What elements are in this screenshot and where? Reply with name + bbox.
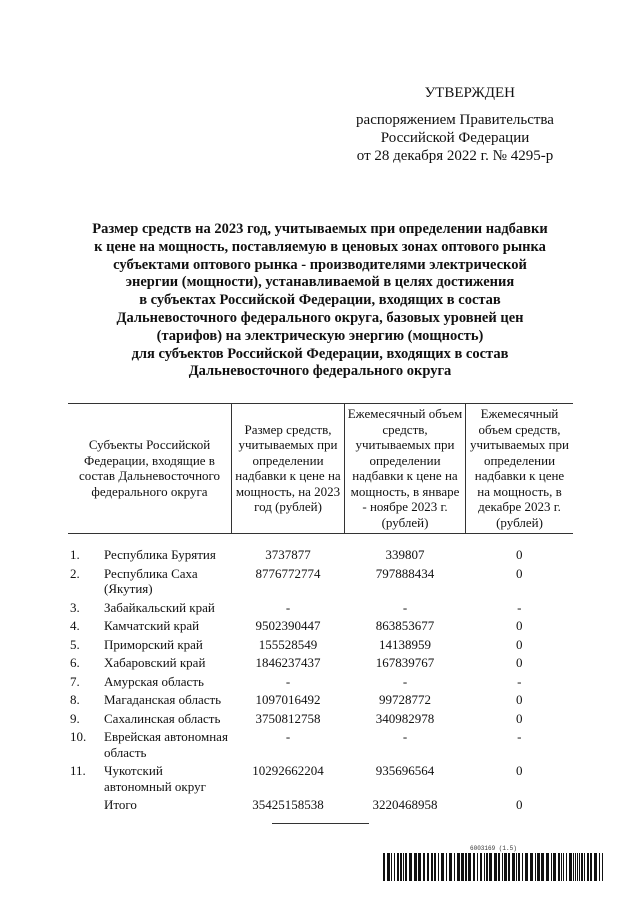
row-december: 0 xyxy=(516,710,523,726)
row-december: 0 xyxy=(516,692,523,707)
row-number: 7. xyxy=(70,673,80,689)
row-subject: Сахалинская область xyxy=(104,710,221,726)
row-subject: Приморский край xyxy=(104,636,203,652)
row-total: 3737877 xyxy=(265,547,311,562)
table-header-row xyxy=(68,404,573,534)
row-monthly: 99728772 xyxy=(379,692,431,707)
row-monthly: 863853677 xyxy=(375,618,435,633)
row-subject: Республика Бурятия xyxy=(104,547,216,562)
row-number: 8. xyxy=(70,692,80,707)
header-annual-amount: Размер средств, учитываемых при определении надбавки к цене на мощность, на 2023 год (рублей) xyxy=(232,404,345,534)
row-monthly: - xyxy=(402,599,408,615)
table-row xyxy=(68,565,573,599)
row-monthly: 340982978 xyxy=(375,710,435,726)
row-monthly: 339807 xyxy=(385,547,425,562)
row-december: - xyxy=(517,729,522,744)
row-subject: Забайкальский край xyxy=(104,599,215,615)
table-row xyxy=(68,654,573,673)
row-total: 1846237437 xyxy=(255,655,321,670)
funding-table xyxy=(68,403,573,815)
row-number: 4. xyxy=(70,618,80,633)
row-subject: Магаданская область xyxy=(104,692,222,707)
title-line: энергии (мощности), устанавливаемой в целях достижения xyxy=(125,274,515,291)
title-line: к цене на мощность, поставляемую в ценовых зонах оптового рынка xyxy=(94,238,546,255)
row-december: 0 xyxy=(516,636,523,652)
title-line: субъектами оптового рынка - производителями электрической xyxy=(113,256,527,273)
row-subject: Амурская область xyxy=(104,673,204,689)
row-december: 0 xyxy=(516,763,523,778)
title-line: Дальневосточного федерального округа, базовых уровней цен xyxy=(116,309,524,326)
row-total: - xyxy=(285,729,291,744)
row-subject: Хабаровский край xyxy=(104,655,206,670)
approval-block xyxy=(320,84,560,165)
row-subject: Камчатский край xyxy=(104,618,200,633)
row-december: - xyxy=(517,599,522,615)
table-row xyxy=(68,673,573,692)
barcode-icon xyxy=(383,853,605,881)
row-monthly: 167839767 xyxy=(375,655,435,670)
row-total: 10292662204 xyxy=(252,763,324,778)
row-monthly: 797888434 xyxy=(375,565,435,581)
row-subject: Чукотский автономный округ xyxy=(104,763,206,794)
row-number: 2. xyxy=(70,565,80,581)
total-label: Итого xyxy=(104,797,137,812)
table-row xyxy=(68,728,573,762)
row-total: 3750812758 xyxy=(255,710,321,726)
row-number: 6. xyxy=(70,655,80,670)
table-row xyxy=(68,691,573,710)
row-december: 0 xyxy=(516,655,523,670)
approval-heading: УТВЕРЖДЕН xyxy=(424,85,515,101)
row-number: 9. xyxy=(70,710,80,726)
row-total: 155528549 xyxy=(258,636,318,652)
end-divider xyxy=(272,823,369,824)
approval-line-2: Российской Федерации xyxy=(380,130,530,146)
table-row xyxy=(68,710,573,729)
row-number: 3. xyxy=(70,599,80,615)
title-line: Размер средств на 2023 год, учитываемых при определении надбавки xyxy=(92,221,548,237)
title-line: в субъектах Российской Федерации, входящих в состав xyxy=(139,292,501,309)
row-total: - xyxy=(285,673,291,689)
row-number: 5. xyxy=(70,636,80,652)
table-row xyxy=(68,636,573,655)
total-monthly: 3220468958 xyxy=(372,797,438,812)
title-line: Дальневосточного федерального округа xyxy=(188,363,452,380)
barcode-number: 6003169 (1.5) xyxy=(470,845,517,852)
total-december: 0 xyxy=(516,797,523,812)
row-monthly: - xyxy=(402,729,408,744)
row-monthly: 935696564 xyxy=(375,763,435,778)
row-total: 8776772774 xyxy=(255,565,321,581)
row-total: 1097016492 xyxy=(255,692,321,707)
row-monthly: - xyxy=(402,673,408,689)
row-subject: Республика Саха (Якутия) xyxy=(104,565,198,596)
header-monthly-jan-nov: Ежемесячный объем средств, учитываемых при определении надбавки к цене на мощность, в январе - ноябре 2023 г. (рублей) xyxy=(345,404,466,534)
approval-line-3: от 28 декабря 2022 г. № 4295-р xyxy=(356,148,554,164)
total-annual: 35425158538 xyxy=(252,797,324,812)
table-row xyxy=(68,617,573,636)
title-line: (тарифов) на электрическую энергию (мощность) xyxy=(156,327,484,344)
table-total-row xyxy=(68,796,573,815)
row-december: - xyxy=(517,673,522,689)
row-total: - xyxy=(285,599,291,615)
row-december: 0 xyxy=(516,565,523,581)
table-row xyxy=(68,599,573,618)
table-row xyxy=(68,546,573,565)
row-december: 0 xyxy=(516,618,523,633)
row-subject: Еврейская автономная область xyxy=(104,729,228,760)
approval-line-1: распоряжением Правительства xyxy=(356,112,554,128)
table-row xyxy=(68,762,573,796)
title-line: для субъектов Российской Федерации, входящих в состав xyxy=(131,345,509,362)
row-number: 10. xyxy=(70,729,87,744)
row-number: 11. xyxy=(70,763,86,778)
header-subject: Субъекты Российской Федерации, входящие в состав Дальневосточного федерального округа xyxy=(68,404,232,534)
row-total: 9502390447 xyxy=(255,618,321,633)
row-number: 1. xyxy=(70,547,80,562)
row-december: 0 xyxy=(516,547,523,562)
header-monthly-december: Ежемесячный объем средств, учитываемых при определении надбавки к цене на мощность, в декабре 2023 г. (рублей) xyxy=(466,404,574,534)
row-monthly: 14138959 xyxy=(379,636,431,652)
document-title xyxy=(60,221,580,381)
